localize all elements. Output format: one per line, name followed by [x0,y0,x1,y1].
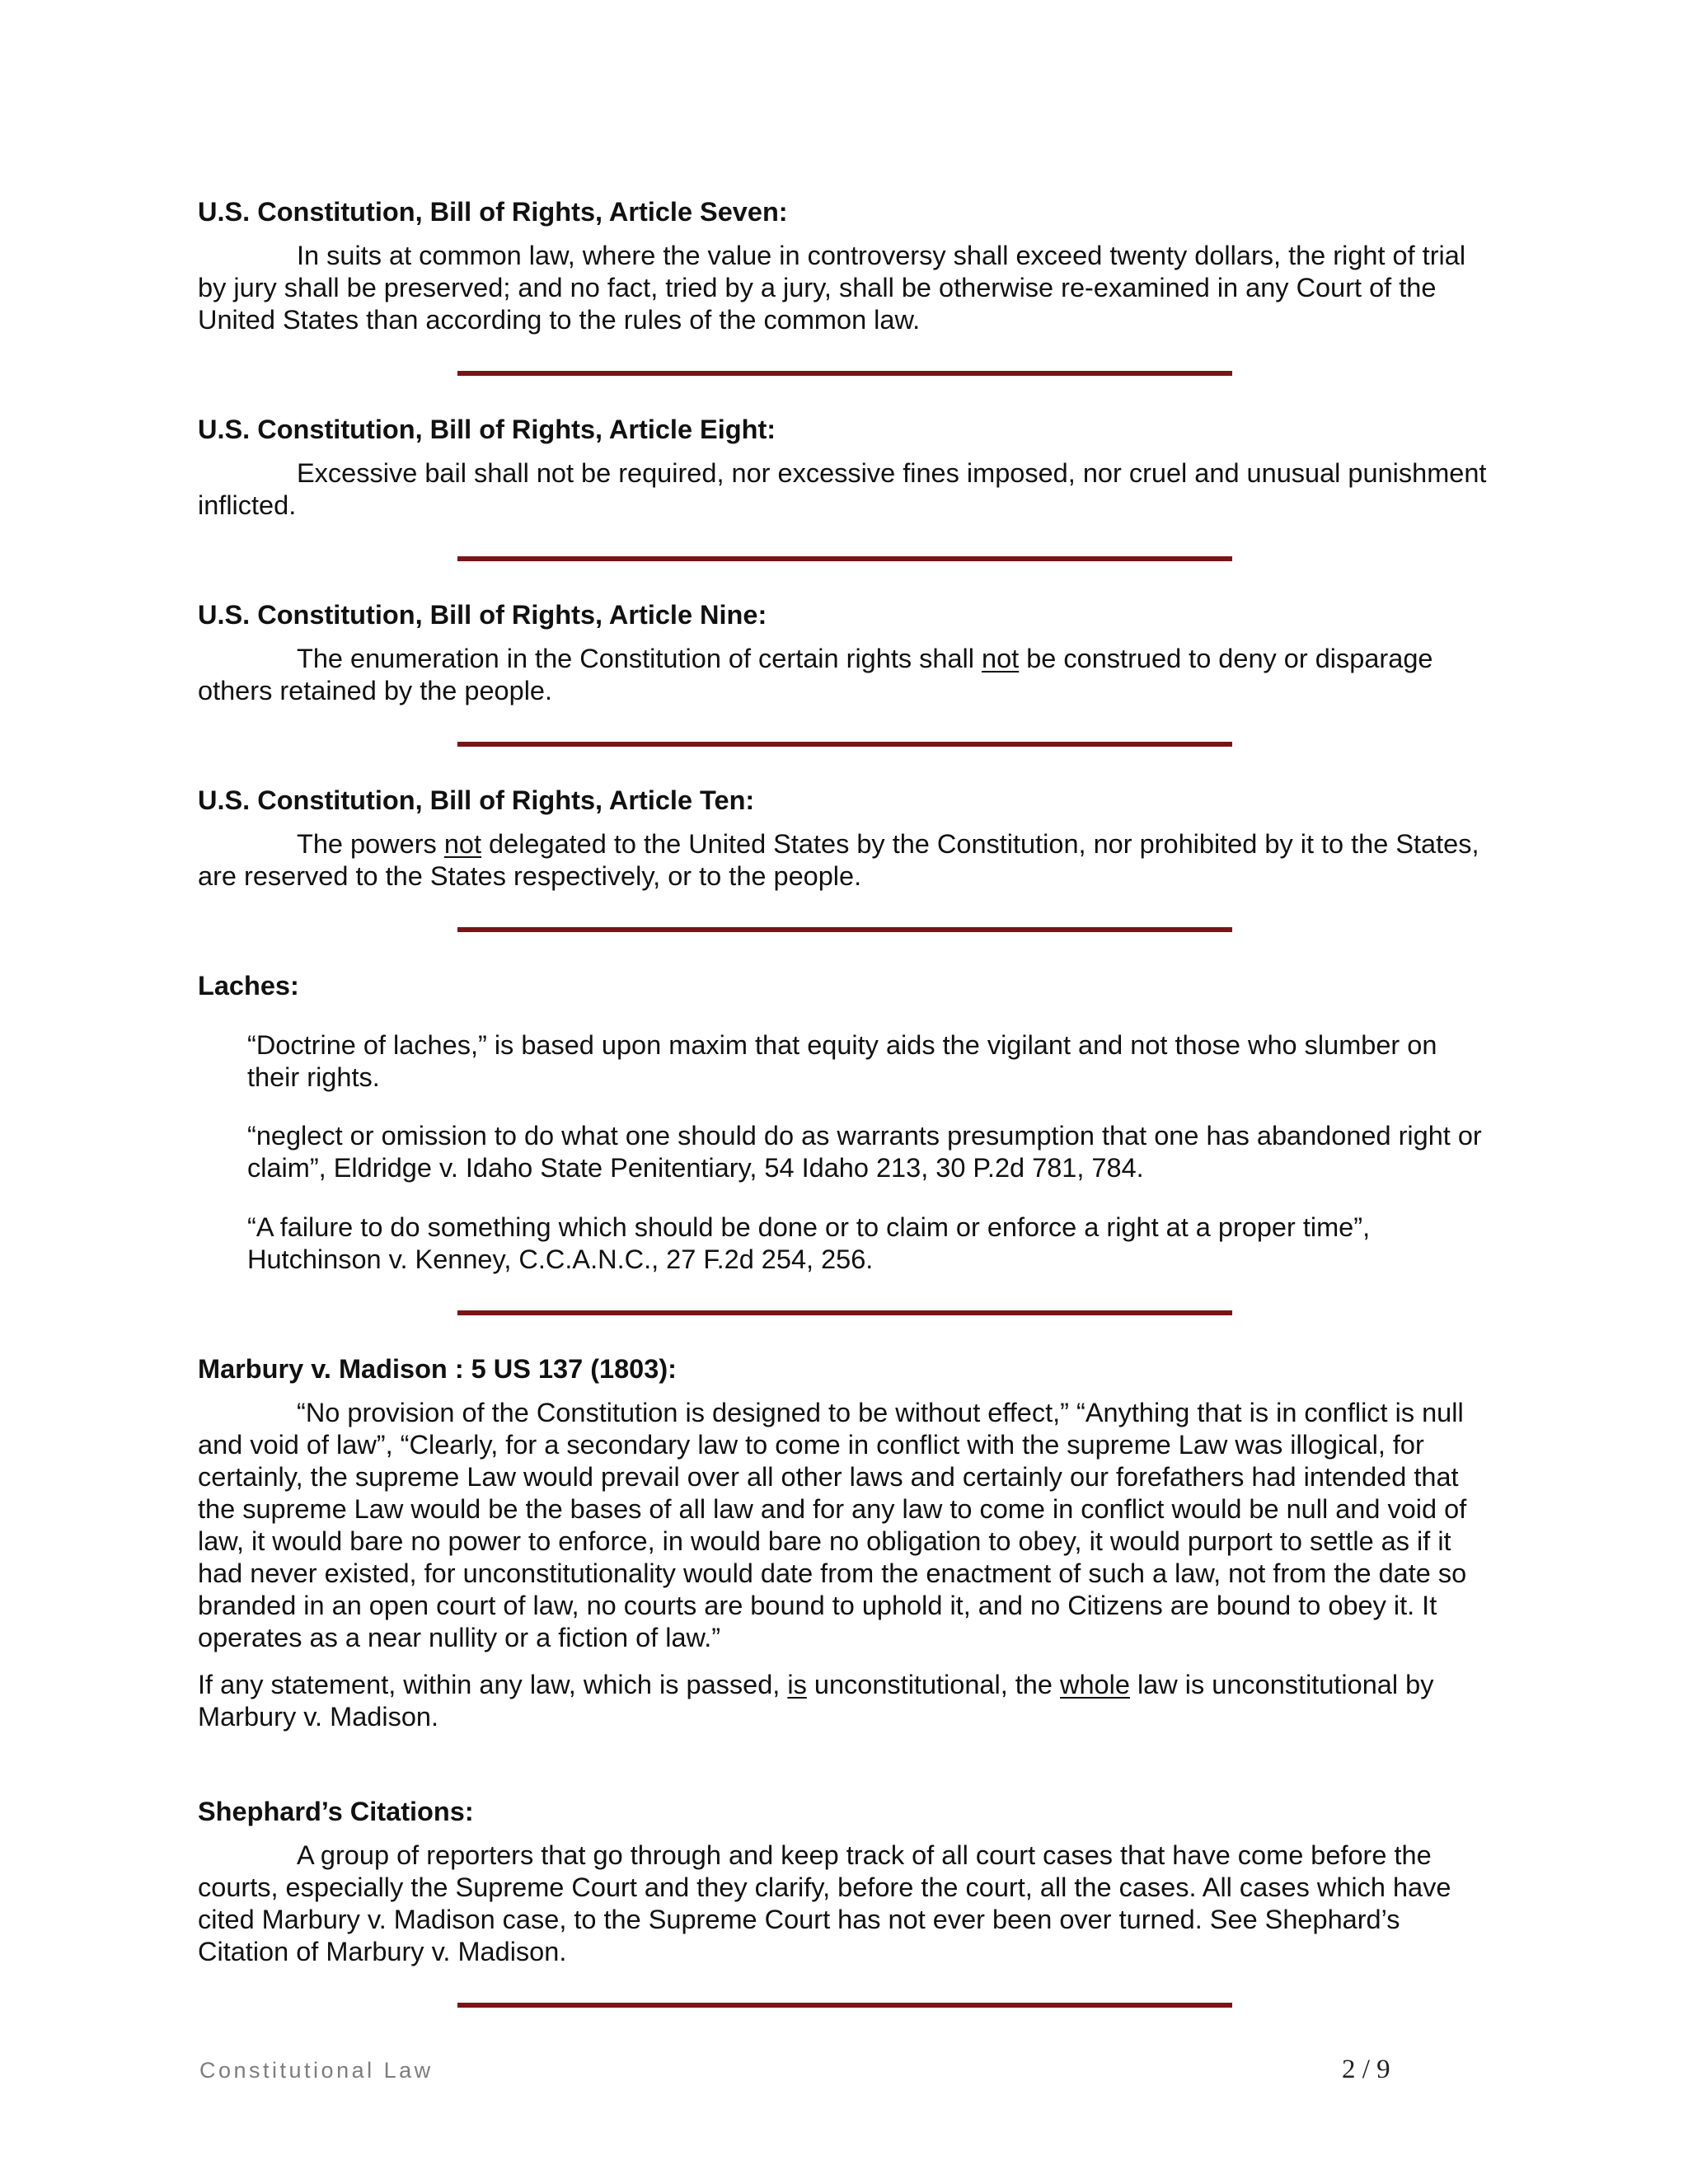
document-body [198,196,1493,2046]
section-text [198,643,1493,707]
section-text: In suits at common law, where the value in controversy shall exceed twenty dollars, the right of trial by jury shall be preserved; and no fact, tried by a jury, shall be otherwise re-examined in any Court of the United States than according to the rules of the common law. [198,241,1466,335]
section-divider [457,556,1232,561]
footer-title: Constitutional Law [199,2058,434,2083]
text-fragment: The enumeration in the Constitution of certain rights shall [297,644,982,673]
section-text [198,828,1493,893]
underlined-word: not [443,829,482,859]
section-heading: Laches: [198,971,299,1001]
section-divider [457,927,1232,932]
underlined-word: not [982,644,1020,673]
underlined-word: whole [1060,1669,1130,1699]
definition-item: “Doctrine of laches,” is based upon maxim that equity aids the vigilant and not those who slumber on their rights. [247,1029,1437,1092]
section-article-nine [198,599,1493,707]
text-fragment: If any statement, within any law, which is passed, [198,1669,788,1699]
section-divider [457,1310,1232,1315]
section-text: Excessive bail shall not be required, nor excessive fines imposed, nor cruel and unusual punishment inflicted. [198,458,1487,520]
text-fragment: be construed to deny or disparage others retained by the people. [198,644,1433,705]
text-fragment: unconstitutional, the [806,1669,1060,1699]
text-fragment: law is unconstitutional by Marbury v. Madison. [198,1669,1434,1732]
section-article-eight [198,414,1493,522]
section-divider [457,742,1232,747]
section-text: “No provision of the Constitution is designed to be without effect,” “Anything that is in conflict is null and void of law”, “Clearly, for a secondary law to come in conflict with the supreme Law was illogical, for certainly, the supreme Law would prevail over all other laws and certainly our forefathers had intended that the supreme Law would be the bases of all law and for any law to come in conflict would be null and void of law, it would bare no power to enforce, in would bare no obligation to obey, it would purport to settle as if it had never existed, for unconstitutionality would date from the enactment of such a law, not from the date so branded in an open court of law, no courts are bound to uphold it, and no Citizens are bound to obey it. It operates as a near nullity or a fiction of law.” [198,1397,1467,1652]
section-heading: U.S. Constitution, Bill of Rights, Article Eight: [198,415,776,444]
definition-item: “neglect or omission to do what one should do as warrants presumption that one has abandoned right or claim”, Eldridge v. Idaho State Penitentiary, 54 Idaho 213, 30 P.2d 781, 784. [247,1121,1482,1183]
section-divider [457,371,1232,376]
section-marbury [198,1353,1493,1733]
definition-item: “A failure to do something which should be done or to claim or enforce a right at a proper time”, Hutchinson v. Kenney, C.C.A.N.C., 27 F.2d 254, 256. [247,1212,1371,1274]
section-note [198,1669,1493,1733]
text-fragment: The powers [297,829,444,859]
section-heading: Marbury v. Madison : 5 US 137 (1803): [198,1353,677,1384]
section-heading: U.S. Constitution, Bill of Rights, Article Nine: [198,600,767,630]
section-divider [457,2003,1232,2008]
section-spacer [198,1748,1493,1796]
underlined-word: is [787,1669,807,1699]
text-fragment: delegated to the United States by the Constitution, nor prohibited by it to the States, are reserved to the States respectively, or to the people. [198,829,1479,891]
section-heading: U.S. Constitution, Bill of Rights, Article Seven: [198,197,788,227]
section-heading: Shephard’s Citations: [198,1796,474,1826]
section-laches [198,970,1493,1276]
section-article-ten [198,785,1493,893]
section-shephards [198,1796,1493,1968]
section-text: A group of reporters that go through and keep track of all court cases that have come before the courts, especially the Supreme Court and they clarify, before the court, all the cases. All cases which have cited Marbury v. Madison case, to the Supreme Court has not ever been over turned. See Shephard’s Citation of Marbury v. Madison. [198,1840,1451,1966]
page-number: 2 / 9 [1342,2055,1390,2084]
section-article-seven [198,196,1493,336]
section-heading: U.S. Constitution, Bill of Rights, Article Ten: [198,785,755,815]
